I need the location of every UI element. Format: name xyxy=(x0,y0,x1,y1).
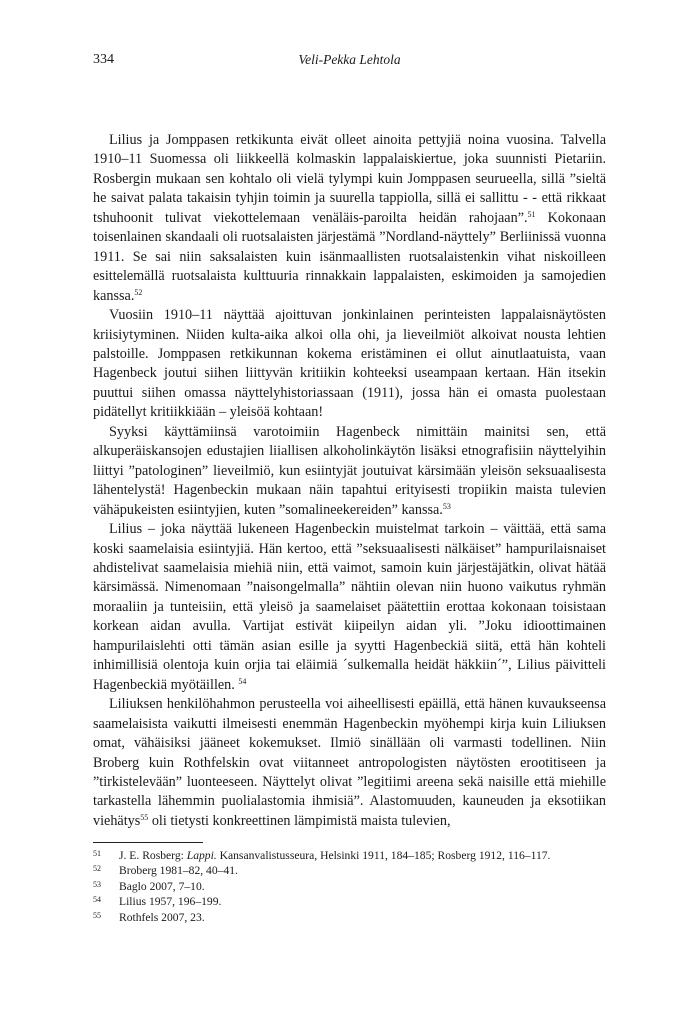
footnote-divider xyxy=(93,842,203,843)
footnote xyxy=(93,848,606,863)
footnote-title: Lappi. xyxy=(186,849,217,862)
paragraph-text: Syyksi käyttämiinsä varotoimiin Hagenbeck nimittäin mainitsi sen, että alkuperäiskansojen edustajien liiallisen alkoholinkäytön lisäksi etnografisiin näyttelyihin liittyi ”patologinen” lieveilmiö, kun esiintyjät joutuivat kärsimään yleisön seksuaalisesta lähentelystä! Hagenbeckin mukaan näin tapahtui erityisesti tropiikin maista tulevien vähäpukeisten esiintyjien, kuten ”somalineekereiden” kanssa. xyxy=(93,423,606,518)
paragraph-text: Lilius – joka näyttää lukeneen Hagenbeckin muistelmat tarkoin – väittää, että sama koski saamelaisia esiintyjiä. Hän kertoo, että ”seksuaalisesti nälkäiset” hampurilaisnaiset ahdistelivat saamelaisia miehiä niin, että vaimot, samoin kuin järjestäjätkin, olivat hätää kärsimässä. Nimenomaan ”naisongelmalla” nähtiin olevan niin huono vaikutus ryhmän moraaliin ja tunteisiin, että yleisö ja saamelaiset päätettiin erottaa kokonaan toisistaan korkean aidan avulla. Vartijat estivät kiipeilyn aidan yli. ”Joku idioottimainen hampurilaislehti otti tämän asian esille ja syytti Hagenbeckiä siitä, että hän kohteli inhimillisiä olentoja kuin orjia tai eläimiä ´sulkemalla heidät häkkiin´”, Lilius päivitteli Hagenbeckiä myötäillen. xyxy=(93,521,606,693)
footnote-text: Baglo 2007, 7–10. xyxy=(119,879,205,893)
paragraph-text: Lilius ja Jomppasen retkikunta eivät olleet ainoita pettyjiä noina vuosina. Talvella 1910–11 Suomessa oli liikkeellä kolmaskin lappalaiskiertue, joka suunnisti Pietariin. Rosbergin mukaan sen kohtalo oli vielä tylympi kuin Jomppasen seurueella, sillä ”sieltä he saivat palata takaisin tyhjin toimin ja suurella tappiolla, sillä ei sallittu - - että rikkaat tshuhoonit tulivat viekottelemaan venäläis-paroilta heidän rahojaan”. xyxy=(93,132,606,226)
footnote-text: J. E. Rosberg: xyxy=(119,849,187,862)
paragraph-text: Kokonaan toisenlainen skandaali oli ruotsalaisten järjestämä ”Nordland-näyttely” Berliinissä vuonna 1911. Se sai niin saksalaisten kuin isänmaallisten ruotsalaistenkin vihat niskoilleen esittelemällä ruotsalaista kulttuuria rinnakkain lappalaisten, eskimoiden ja samojedien kanssa. xyxy=(93,209,606,304)
footnote-ref[interactable]: 54 xyxy=(238,676,247,686)
paragraph-text: oli tietysti konkreettinen lämpimistä maista tulevien, xyxy=(148,812,451,829)
footnotes xyxy=(93,848,606,925)
footnote xyxy=(93,894,606,909)
footnote-text: Broberg 1981–82, 40–41. xyxy=(119,864,238,878)
footnote-number: 52 xyxy=(93,864,101,874)
footnote xyxy=(93,879,606,894)
paragraph xyxy=(93,695,606,831)
footnote-text: Lilius 1957, 196–199. xyxy=(119,895,222,909)
paragraph-text: Vuosiin 1910–11 näyttää ajoittuvan jonkinlainen perinteisten lappalaisnäytösten kriisiytyminen. Niiden kulta-aika alkoi olla ohi, ja lieveilmiöt alkoivat nousta lehtien palstoille. Jomppasen retkikunnan kokema eristäminen ei ollut ainutlaatuista, vaan Hagenbeck joutui siihen liittyvän kritiikin kohteeksi useampaan kertaan. Hän itsekin puuttui siihen omassa näyttelyhistoriassaan (1911), jossa hän ei omasta puolestaan pidätellyt kritiikkiään – yleisöä kohtaan! xyxy=(93,307,606,421)
paragraph xyxy=(93,131,606,306)
paragraph xyxy=(93,423,606,520)
footnote-number: 51 xyxy=(93,849,101,858)
footnote-text: Rothfels 2007, 23. xyxy=(119,910,205,924)
footnote xyxy=(93,863,606,878)
body-text xyxy=(93,131,606,831)
running-head: Veli-Pekka Lehtola xyxy=(298,52,401,67)
footnote-ref[interactable]: 51 xyxy=(527,209,536,219)
footnote-number: 55 xyxy=(93,910,101,920)
footnote-ref[interactable]: 55 xyxy=(140,812,149,822)
paragraph xyxy=(93,306,606,423)
footnote xyxy=(93,910,606,925)
paragraph-text: Liliuksen henkilöhahmon perusteella voi aiheellisesti epäillä, että hänen kuvaukseensa saamelaisista vaikutti ilmeisesti enemmän Hagenbeckin myöhempi kirja kuin Liliuksen omat, vähäisiksi jääneet kokemukset. Ilmiö sinällään oli varmasti todellinen. Niin Broberg kuin Rothfelskin ovat viitanneet antropologisten näytösten erootitiseen ja ”tirkistelevään” luonteeseen. Näyttelyt olivat ”legitiimi areena sekä naisille että miehille tarkastella lähemmin puolialastomia ihmisiä”. Alastomuuden, kauneuden ja eksotiikan viehätys xyxy=(93,696,606,829)
page-header xyxy=(93,52,606,74)
page-number: 334 xyxy=(93,52,114,67)
footnote-number: 54 xyxy=(93,895,101,905)
footnote-number: 53 xyxy=(93,879,101,889)
footnote-ref[interactable]: 52 xyxy=(134,287,143,297)
footnote-ref[interactable]: 53 xyxy=(442,501,451,511)
paragraph xyxy=(93,520,606,695)
footnote-text: Kansanvalistusseura, Helsinki 1911, 184–185; Rosberg 1912, 116–117. xyxy=(216,849,551,862)
